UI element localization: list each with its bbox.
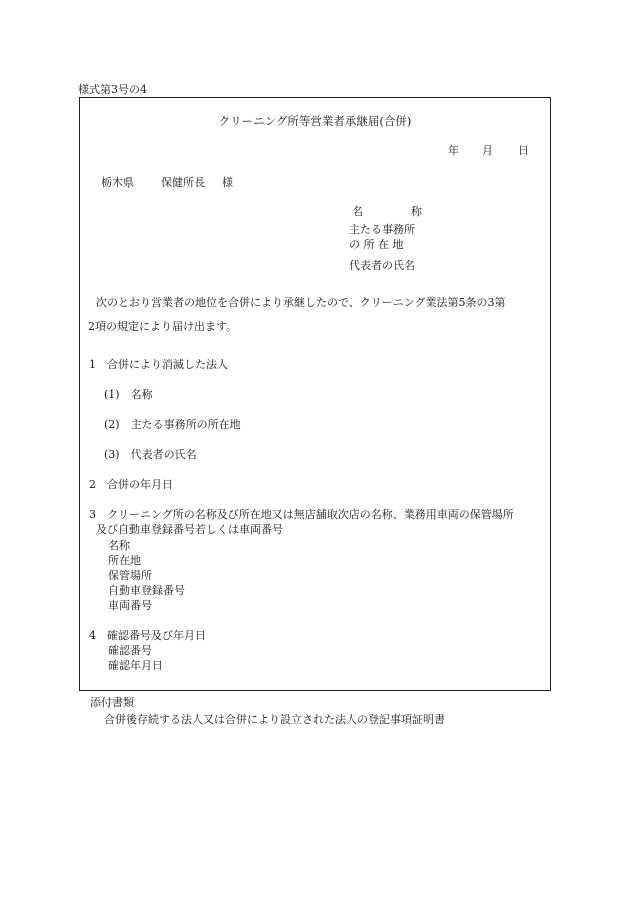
section3-item-name: 名称 — [108, 539, 130, 552]
section3-item-address: 所在地 — [108, 554, 141, 567]
section1-heading: 1 合併により消滅した法人 — [89, 358, 228, 371]
section1-item-2: (2) 主たる事務所の所在地 — [104, 418, 241, 431]
section3-item-registration: 自動車登録番号 — [108, 584, 185, 597]
section3-line-2: 及び自動車登録番号若しくは車両番号 — [96, 523, 283, 536]
addressee-honorific: 様 — [222, 176, 233, 189]
date-month: 月 — [482, 144, 493, 157]
attachments-heading: 添付書類 — [90, 696, 134, 709]
section4-item-number: 確認番号 — [108, 644, 152, 657]
applicant-office-label-1: 主たる事務所 — [349, 223, 415, 236]
form-number: 様式第3号の4 — [78, 83, 147, 96]
body-line-1: 次のとおり営業者の地位を合併により承継したので、クリーニング業法第5条の3第 — [96, 296, 506, 309]
applicant-office-label-2: の 所 在 地 — [349, 238, 404, 251]
body-line-2: 2項の規定により届け出ます。 — [88, 320, 238, 333]
date-day: 日 — [518, 144, 529, 157]
section1-item-3: (3) 代表者の氏名 — [104, 448, 197, 461]
section4-heading: 4 確認番号及び年月日 — [89, 629, 206, 642]
section3-item-storage: 保管場所 — [108, 569, 152, 582]
date-year: 年 — [448, 144, 459, 157]
form-title: クリーニング所等営業者承継届(合併) — [218, 114, 412, 128]
attachments-text: 合併後存続する法人又は合併により設立された法人の登記事項証明書 — [104, 713, 445, 726]
applicant-name-label-b: 称 — [411, 205, 422, 218]
section1-item-1: (1) 名称 — [104, 388, 153, 401]
applicant-rep-label: 代表者の氏名 — [349, 259, 415, 272]
applicant-name-label-a: 名 — [352, 205, 363, 218]
section3-line-1: 3 クリーニング所の名称及び所在地又は無店舗取次店の名称、業務用車両の保管場所 — [89, 508, 514, 521]
addressee-office: 保健所長 — [161, 176, 205, 189]
addressee-prefecture: 栃木県 — [101, 176, 134, 189]
section3-item-vehicle-number: 車両番号 — [108, 599, 152, 612]
section4-item-date: 確認年月日 — [108, 659, 163, 672]
section2-heading: 2 合併の年月日 — [89, 478, 173, 491]
